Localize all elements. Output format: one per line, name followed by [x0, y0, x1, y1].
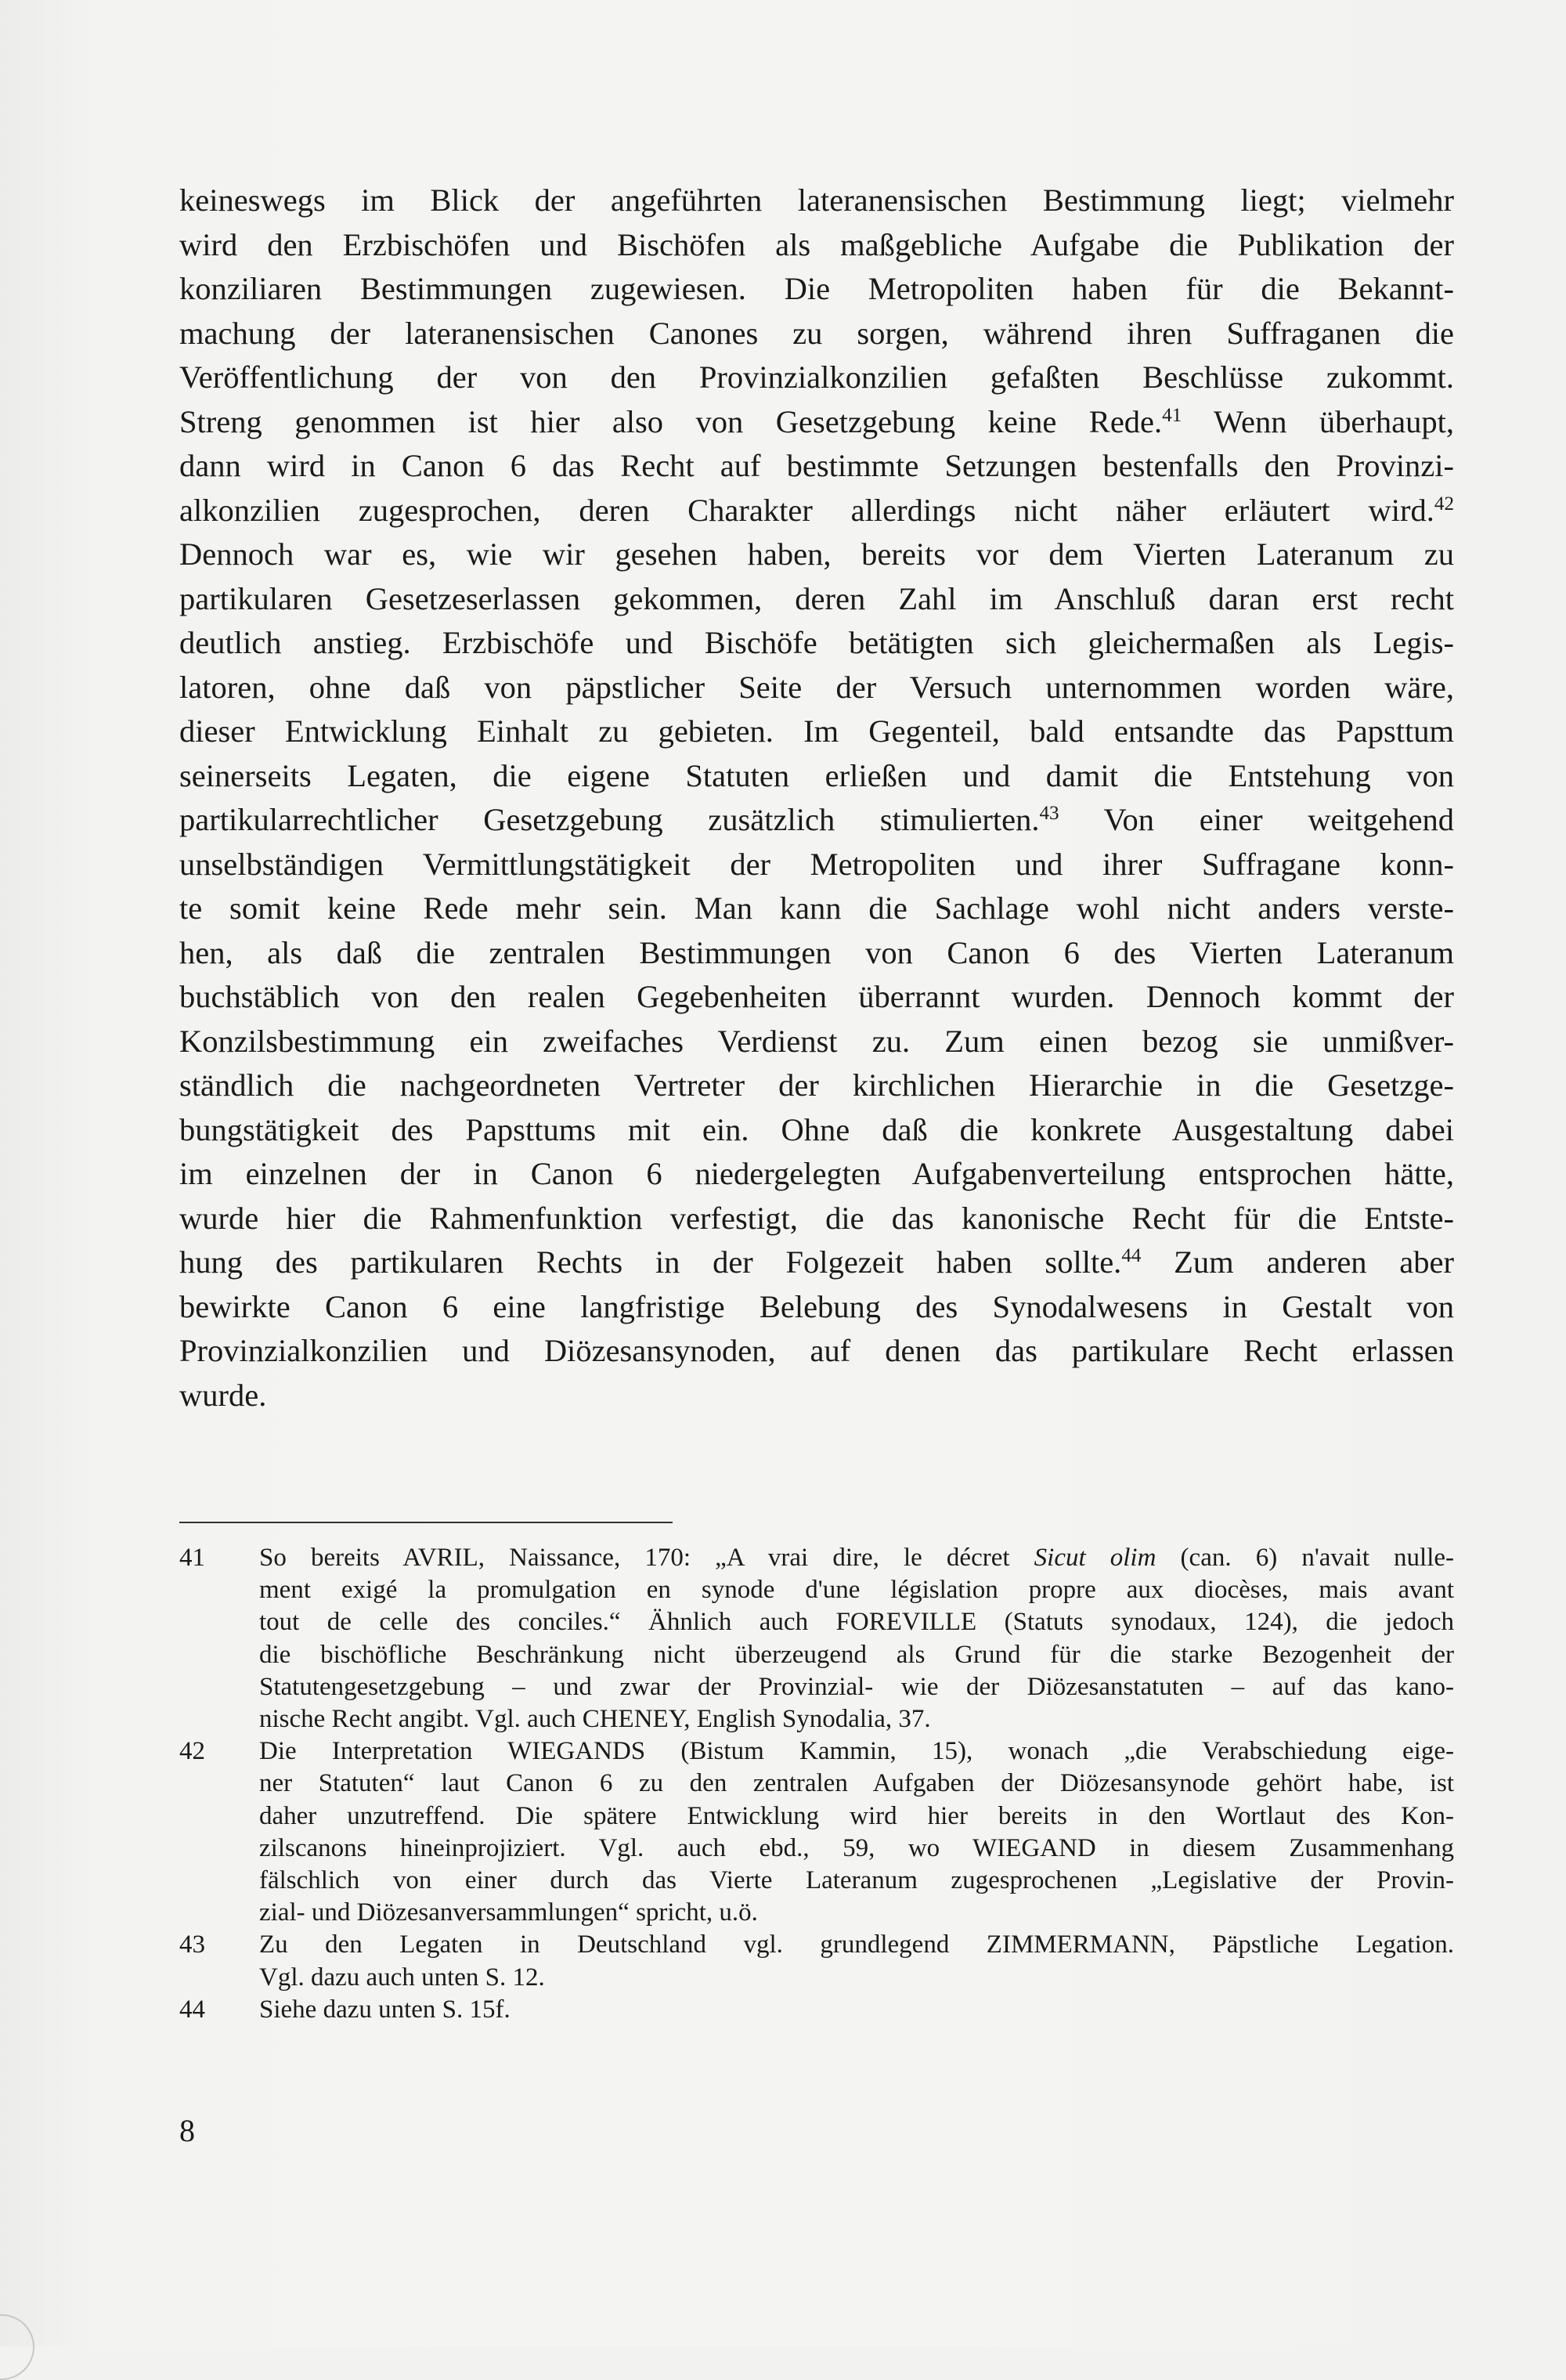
text-line: Dennoch war es, wie wir gesehen haben, bereits vor dem Vierten Lateranum zu [179, 536, 1454, 572]
text-line: partikularen Gesetzeserlassen gekommen, deren Zahl im Anschluß daran erst recht [179, 580, 1454, 616]
footnote-number: 44 [179, 1995, 205, 2024]
text-line: wird den Erzbischöfen und Bischöfen als maßgebliche Aufgabe die Publikation der [179, 226, 1454, 262]
footnote-line: die bischöfliche Beschränkung nicht überzeugend als Grund für die starke Bezogenheit der [259, 1640, 1454, 1669]
footnote-44 [179, 1994, 1454, 2026]
text-line: wurde. [179, 1377, 267, 1413]
text-line: unselbständigen Vermittlungstätigkeit der Metropoliten und ihrer Suffragane konn- [179, 846, 1454, 882]
footnote-line: tout de celle des conciles.“ Ähnlich auch FOREVILLE (Statuts synodaux, 124), die jedoch [259, 1608, 1454, 1637]
footnote-42 [179, 1735, 1454, 1929]
text-line: dann wird in Canon 6 das Recht auf bestimmte Setzungen bestenfalls den Provinzi- [179, 448, 1454, 483]
text-line: hen, als daß die zentralen Bestimmungen von Canon 6 des Vierten Lateranum [179, 934, 1454, 970]
footnote-line: nische Recht angibt. Vgl. auch CHENEY, English Synodalia, 37. [259, 1705, 931, 1734]
text-line: hung des partikularen Rechts in der Folgezeit haben sollte.$^{44}$ Zum anderen aber [179, 1244, 1454, 1280]
footnote-ref: 41 [1162, 404, 1182, 426]
text-line: buchstäblich von den realen Gegebenheiten überrannt wurden. Dennoch kommt der [179, 979, 1454, 1014]
footnote-line: Zu den Legaten in Deutschland vgl. grundlegend ZIMMERMANN, Päpstliche Legation. [259, 1930, 1454, 1959]
footnote-line: ner Statuten“ laut Canon 6 zu den zentralen Aufgaben der Diözesansynode gehört habe, ist [259, 1769, 1454, 1798]
footnote-line: zial- und Diözesanversammlungen“ spricht, u.ö. [259, 1898, 758, 1927]
footnote-line: Die Interpretation WIEGANDS (Bistum Kammin, 15), wonach „die Verabschiedung eige- [259, 1737, 1454, 1766]
text-line: konziliaren Bestimmungen zugewiesen. Die Metropoliten haben für die Bekannt- [179, 271, 1454, 306]
text-line: partikularrechtlicher Gesetzgebung zusätzlich stimulierten.$^{43}$ Von einer weitgehend [179, 802, 1454, 837]
footnote-line: daher unzutreffend. Die spätere Entwicklung wird hier bereits in den Wortlaut des Kon- [259, 1801, 1454, 1830]
footnote-line: Vgl. dazu auch unten S. 12. [259, 1963, 545, 1992]
text-line: wurde hier die Rahmenfunktion verfestigt, die das kanonische Recht für die Entste- [179, 1200, 1454, 1236]
footnote-line: Statutengesetzgebung – und zwar der Provinzial- wie der Diözesanstatuten – auf das kano- [259, 1672, 1454, 1701]
text-line: machung der lateranensischen Canones zu sorgen, während ihren Suffraganen die [179, 315, 1454, 351]
footnote-43 [179, 1929, 1454, 1993]
footnote-number: 43 [179, 1930, 205, 1959]
footnote-line: So bereits AVRIL, Naissance, 170: „A vrai dire, le décret Sicut olim (can. 6) n'avait nulle- [259, 1544, 1454, 1572]
footnote-41 [179, 1542, 1454, 1735]
footnote-number: 41 [179, 1544, 205, 1572]
text-line: dieser Entwicklung Einhalt zu gebieten. Im Gegenteil, bald entsandte das Papsttum [179, 713, 1454, 749]
text-line: ständlich die nachgeordneten Vertreter der kirchlichen Hierarchie in die Gesetzge- [179, 1067, 1454, 1103]
page-number: 8 [179, 2113, 195, 2148]
text-line: Veröffentlichung der von den Provinzialkonzilien gefaßten Beschlüsse zukommt. [179, 359, 1454, 395]
footnote-number: 42 [179, 1737, 205, 1766]
text-line: deutlich anstieg. Erzbischöfe und Bischöfe betätigten sich gleichermaßen als Legis- [179, 625, 1454, 660]
text-line: te somit keine Rede mehr sein. Man kann die Sachlage wohl nicht anders verste- [179, 890, 1454, 926]
footnote-divider [179, 1522, 673, 1523]
text-line: Streng genommen ist hier also von Gesetzgebung keine Rede.$^{41}$ Wenn überhaupt, [179, 403, 1455, 439]
text-line: alkonzilien zugesprochen, deren Charakter allerdings nicht näher erläutert wird.$^{42}$ [179, 492, 1454, 528]
footnote-line: zilscanons hineinprojiziert. Vgl. auch ebd., 59, wo WIEGAND in diesem Zusammenhang [259, 1833, 1454, 1862]
text-line: keineswegs im Blick der angeführten lateranensischen Bestimmung liegt; vielmehr [179, 182, 1454, 218]
text-line: seinerseits Legaten, die eigene Statuten erließen und damit die Entstehung von [179, 757, 1454, 793]
text-line: im einzelnen der in Canon 6 niedergelegten Aufgabenverteilung entsprochen hätte, [179, 1156, 1454, 1191]
text-line: bungstätigkeit des Papsttums mit ein. Ohne daß die konkrete Ausgestaltung dabei [179, 1111, 1454, 1147]
footnote-line: ment exigé la promulgation en synode d'une législation propre aux diocèses, mais avant [259, 1576, 1454, 1605]
text-line: latoren, ohne daß von päpstlicher Seite der Versuch unternommen worden wäre, [179, 669, 1454, 705]
footnotes [179, 1542, 1454, 2026]
footnote-ref: 42 [1434, 493, 1454, 515]
footnote-line: Siehe dazu unten S. 15f. [259, 1995, 511, 2024]
main-text [179, 179, 1454, 1418]
footnote-ref: 44 [1121, 1245, 1142, 1267]
text-line: Provinzialkonzilien und Diözesansynoden, auf denen das partikulare Recht erlassen [179, 1333, 1454, 1368]
text-line: bewirkte Canon 6 eine langfristige Belebung des Synodalwesens in Gestalt von [179, 1288, 1454, 1324]
corner-mark [0, 2314, 34, 2380]
text-line: Konzilsbestimmung ein zweifaches Verdienst zu. Zum einen bezog sie unmißver- [179, 1023, 1454, 1059]
footnote-line: fälschlich von einer durch das Vierte Lateranum zugesprochenen „Legislative der Provin- [259, 1866, 1454, 1895]
footnote-ref: 43 [1039, 803, 1059, 825]
